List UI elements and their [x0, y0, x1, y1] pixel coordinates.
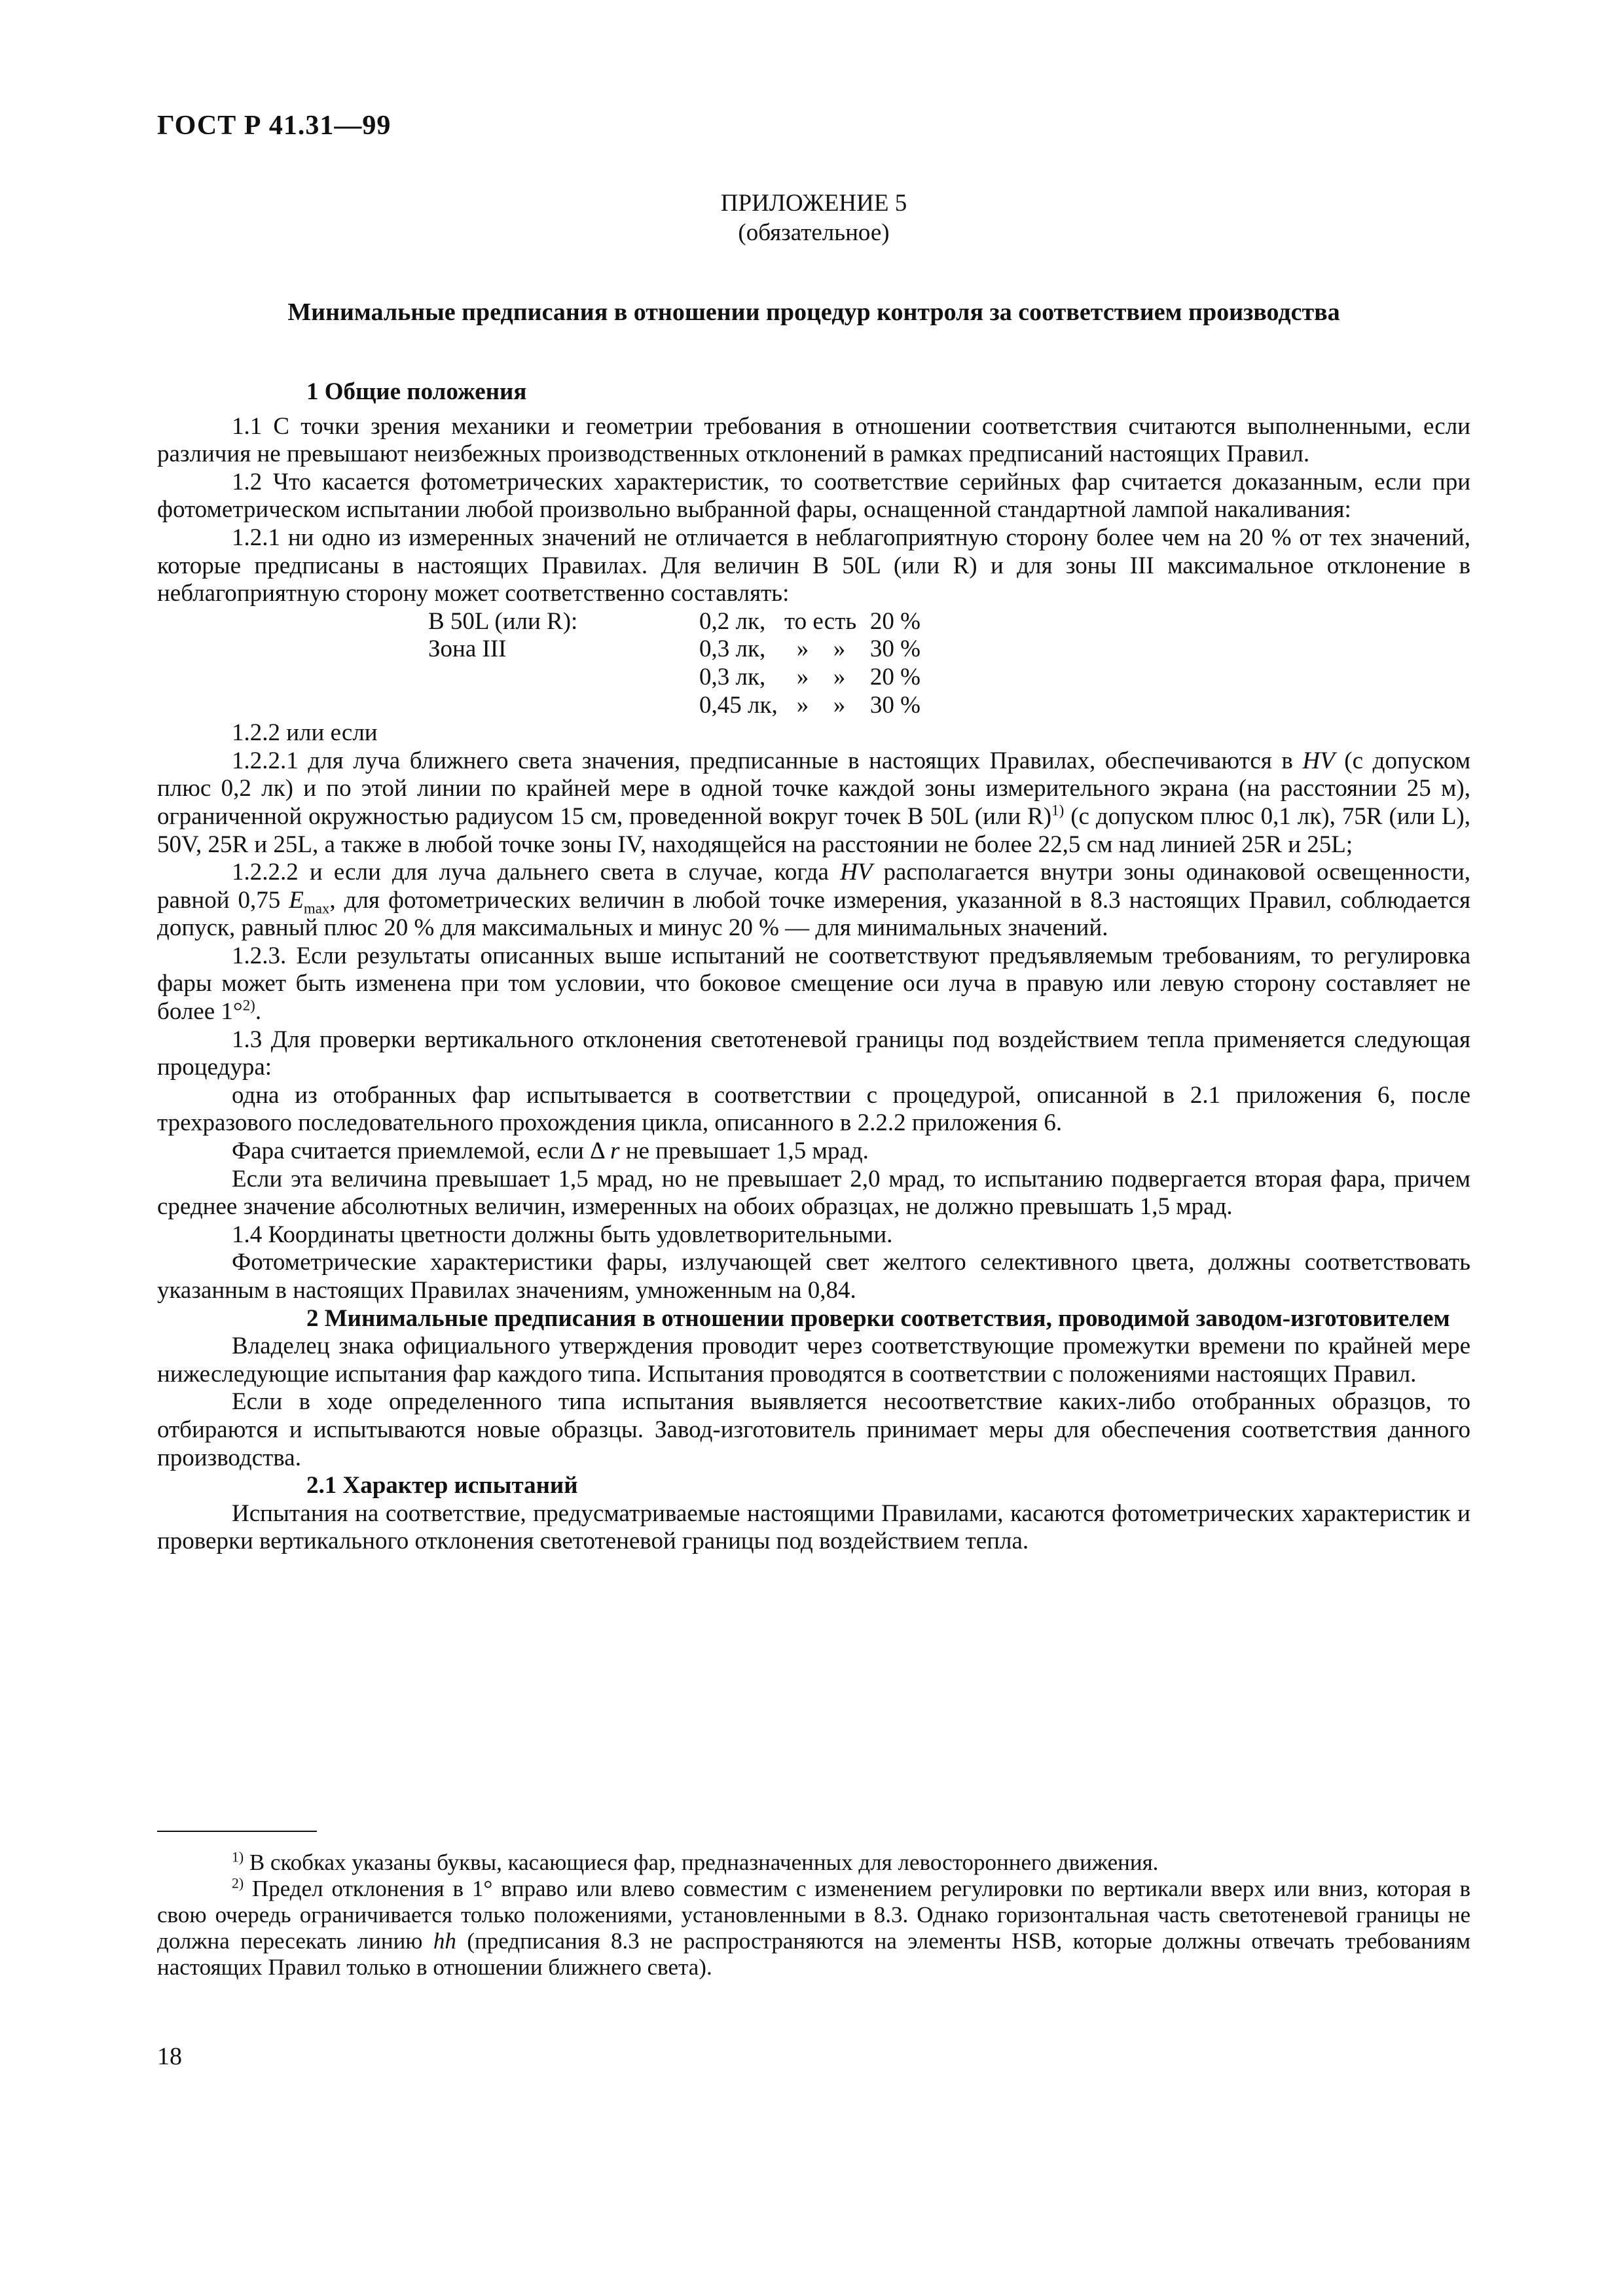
appendix-title: ПРИЛОЖЕНИЕ 5	[720, 190, 907, 217]
paragraph-1-2-3: 1.2.3. Если результаты описанных выше испытаний не соответствуют предъявляемым требованиям, то регулировка фары может быть изменена при том условии, что боковое смещение оси луча в правую или левую сторону составляет не более 1°$^{2)}$.	[157, 942, 1470, 1026]
paragraph-1-2-1: 1.2.1 ни одно из измеренных значений не отличается в неблагоприятную сторону более чем на 20 % от тех значений, которые предписаны в настоящих Правилах. Для величин В 50L (или R) и для зоны III максимальное отклонение в неблагоприятную сторону может соответственно составлять:	[157, 524, 1470, 607]
footnote-ref-1: 1)	[1051, 802, 1065, 819]
limits-row	[428, 608, 921, 636]
paragraph-1-2: 1.2 Что касается фотометрических характеристик, то соответствие серийных фар считается доказанным, если при фотометрическом испытании любой произвольно выбранной фары, оснащенной стандартной лампой накаливания:	[157, 468, 1470, 524]
limit-label	[428, 664, 699, 692]
paragraph-1-4-amber: Фотометрические характеристики фары, излучающей свет желтого селективного цвета, должны соответствовать указанным в настоящих Правилах значениям, умноженным на 0,84.	[157, 1249, 1470, 1304]
limit-label	[428, 692, 699, 720]
limit-ditto-1: »	[796, 663, 809, 691]
limits-row	[428, 692, 921, 720]
paragraph-1-3: 1.3 Для проверки вертикального отклонения светотеневой границы под воздействием тепла применяется следующая процедура:	[157, 1026, 1470, 1081]
paragraph-2-nonconformity: Если в ходе определенного типа испытания выявляется несоответствие каких-либо отобранных образцов, то отбираются и испытываются новые образцы. Завод-изготовитель принимает меры для обеспечения соответствия данного производства.	[157, 1388, 1470, 1471]
paragraph-1-4: 1.4 Координаты цветности должны быть удовлетворительными.	[232, 1221, 893, 1248]
limit-ditto-2: »	[833, 663, 846, 691]
limit-ditto-1: то есть	[784, 607, 857, 635]
limit-label: В 50L (или R):	[428, 607, 578, 635]
appendix-status: (обязательное)	[738, 219, 890, 246]
document-body	[157, 378, 1470, 1556]
paragraph-2-intro: Владелец знака официального утверждения проводит через соответствующие промежутки времени по крайней мере нижеследующие испытания фар каждого типа. Испытания проводятся в соответствии с положениями настоящих Правил.	[157, 1333, 1470, 1388]
limit-percent: 30 %	[869, 691, 921, 719]
document-title: Минимальные предписания в отношении процедур контроля за соответствием производства	[287, 298, 1340, 326]
limit-ditto-1: »	[796, 636, 809, 663]
footnotes	[157, 1850, 1470, 1981]
limit-value: 0,2 лк,	[699, 607, 766, 635]
paragraph-1-3-procedure: одна из отобранных фар испытывается в соответствии с процедурой, описанной в 2.1 приложения 6, после трехразового последовательного прохождения цикла, описанного в 2.2.2 приложения 6.	[157, 1081, 1470, 1137]
appendix-heading	[157, 188, 1470, 247]
paragraph-1-2-2-1: 1.2.2.1 для луча ближнего света значения, предписанные в настоящих Правилах, обеспечиваются в HV (с допуском плюс 0,2 лк) и по этой линии по крайней мере в одной точке каждой зоны измерительного экрана (на расстоянии 25 м), ограниченной окружностью радиусом 15 см, проведенной вокруг точек В 50L (или R)$^{1)}$ (с допуском плюс 0,1 лк), 75R (или L), 50V, 25R и 25L, а также в любой точке зоны IV, находящейся на расстоянии не более 22,5 см над линией 25R и 25L;	[157, 747, 1470, 858]
limit-value: 0,3 лк,	[699, 663, 766, 691]
section-1-heading: 1 Общие положения	[306, 378, 527, 405]
limit-percent: 20 %	[869, 607, 921, 635]
paragraph-1-3-acceptance: Фара считается приемлемой, если Δ r не превышает 1,5 мрад.	[232, 1138, 869, 1165]
limit-ditto-1: »	[796, 691, 809, 719]
page-number: 18	[157, 2043, 182, 2070]
limit-ditto-2: »	[833, 636, 846, 663]
footnote-ref-2: 2)	[242, 997, 255, 1014]
paragraph-1-3-second-sample: Если эта величина превышает 1,5 мрад, но не превышает 2,0 мрад, то испытанию подвергается вторая фара, причем среднее значение абсолютных величин, измеренных на обоих образцах, не должно превышать 1,5 мрад.	[157, 1165, 1470, 1221]
deviation-limits-table	[428, 608, 921, 719]
paragraph-1-1: 1.1 С точки зрения механики и геометрии требования в отношении соответствия считаются выполненными, если различия не превышают неизбежных производственных отклонений в рамках предписаний настоящих Правил.	[157, 412, 1470, 468]
limit-value: 0,3 лк,	[699, 636, 766, 663]
limit-percent: 30 %	[869, 636, 921, 663]
subsection-2-1-heading: 2.1 Характер испытаний	[306, 1472, 578, 1499]
limits-row	[428, 636, 921, 664]
standard-header: ГОСТ Р 41.31—99	[157, 111, 392, 141]
limit-percent: 20 %	[869, 663, 921, 691]
limit-value: 0,45 лк,	[699, 691, 778, 719]
paragraph-1-2-2: 1.2.2 или если	[232, 719, 378, 747]
footnote-2: $^{2)}$ Предел отклонения в 1° вправо или влево совместим с изменением регулировки по вертикали вверх или вниз, которая в свою очередь ограничивается только положениями, установленными в 8.3. Однако горизонтальная часть светотеневой границы не должна пересекать линию hh (предписания 8.3 не распространяются на элементы HSB, которые должны отвечать требованиям настоящих Правил только в отношении ближнего света).	[157, 1875, 1471, 1980]
limit-ditto-2: »	[833, 691, 846, 719]
limit-label: Зона III	[428, 636, 507, 663]
limits-row	[428, 664, 921, 692]
paragraph-1-2-2-2: 1.2.2.2 и если для луча дальнего света в случае, когда HV располагается внутри зоны одинаковой освещенности, равной 0,75 $E_{max}$, для фотометрических величин в любой точке измерения, указанной в 8.3 настоящих Правил, соблюдается допуск, равный плюс 20 % для максимальных и минус 20 % — для минимальных значений.	[157, 859, 1470, 942]
footnote-separator	[157, 1831, 317, 1832]
footnote-1: $^{1)}$ В скобках указаны буквы, касающиеся фар, предназначенных для левостороннего движения.	[232, 1849, 1159, 1875]
section-2-heading: 2 Минимальные предписания в отношении проверки соответствия, проводимой заводом-изготовителем	[306, 1304, 1450, 1332]
paragraph-2-1: Испытания на соответствие, предусматриваемые настоящими Правилами, касаются фотометрических характеристик и проверки вертикального отклонения светотеневой границы под воздействием тепла.	[157, 1499, 1470, 1555]
